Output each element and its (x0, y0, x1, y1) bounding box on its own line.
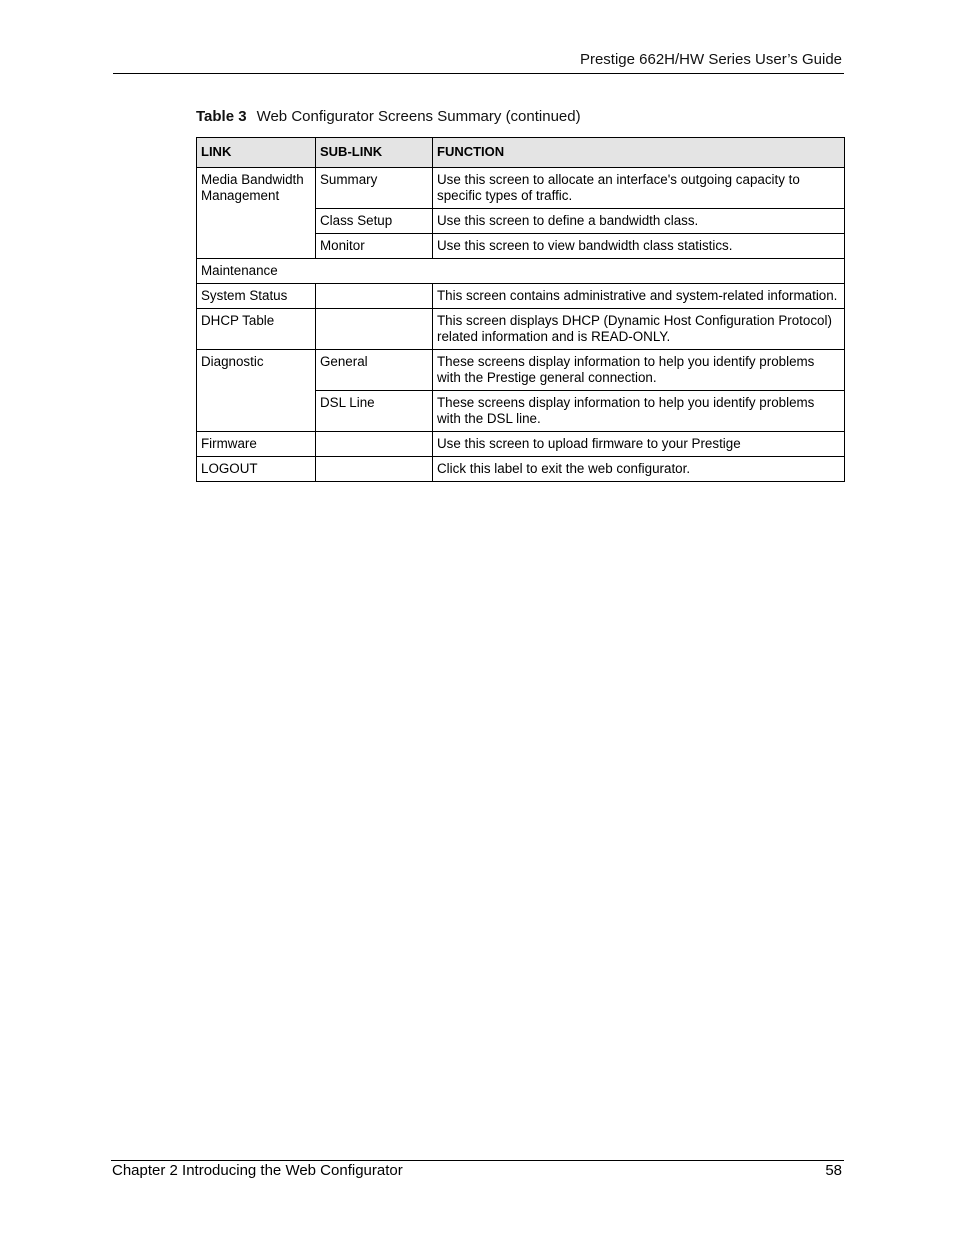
screens-summary-table (196, 137, 845, 482)
link-cell: LOGOUT (197, 457, 316, 482)
sub-link-cell (316, 457, 433, 482)
sub-link-cell (316, 432, 433, 457)
sub-link-cell (316, 284, 433, 309)
link-cell: Diagnostic (197, 350, 316, 432)
sub-link-cell (316, 309, 433, 350)
function-cell: Use this screen to allocate an interface's outgoing capacity to specific types of traffic. (433, 168, 845, 209)
footer-divider (111, 1160, 844, 1161)
link-cell: Firmware (197, 432, 316, 457)
header-divider (113, 73, 844, 74)
link-cell: System Status (197, 284, 316, 309)
table-caption-text: Web Configurator Screens Summary (continued) (256, 108, 581, 125)
sub-link-cell: Summary (316, 168, 433, 209)
function-cell: This screen contains administrative and system-related information. (433, 284, 845, 309)
sub-link-cell: Class Setup (316, 209, 433, 234)
function-cell: These screens display information to help you identify problems with the DSL line. (433, 391, 845, 432)
link-cell: DHCP Table (197, 309, 316, 350)
sub-link-cell: DSL Line (316, 391, 433, 432)
function-cell: These screens display information to help you identify problems with the Prestige general connection. (433, 350, 845, 391)
function-cell: Use this screen to define a bandwidth class. (433, 209, 845, 234)
table-row (197, 432, 845, 457)
link-cell: Media Bandwidth Management (197, 168, 316, 259)
section-cell-maintenance: Maintenance (197, 259, 845, 284)
function-cell: Use this screen to upload firmware to your Prestige (433, 432, 845, 457)
sub-link-cell: Monitor (316, 234, 433, 259)
column-header-sub-link: SUB-LINK (316, 138, 433, 168)
sub-link-cell: General (316, 350, 433, 391)
table-header-row (197, 138, 845, 168)
footer-chapter: Chapter 2 Introducing the Web Configurator (112, 1162, 403, 1179)
table-row (197, 284, 845, 309)
column-header-link: LINK (197, 138, 316, 168)
table-row (197, 309, 845, 350)
column-header-function: FUNCTION (433, 138, 845, 168)
running-header: Prestige 662H/HW Series User’s Guide (579, 51, 842, 68)
table-section-row (197, 259, 845, 284)
table-row (197, 350, 845, 391)
function-cell: Use this screen to view bandwidth class statistics. (433, 234, 845, 259)
function-cell: Click this label to exit the web configurator. (433, 457, 845, 482)
table-row (197, 168, 845, 209)
table-caption-label: Table 3 (196, 108, 247, 125)
page-number: 58 (825, 1162, 842, 1179)
table-caption (196, 108, 581, 125)
table-row (197, 457, 845, 482)
function-cell: This screen displays DHCP (Dynamic Host Configuration Protocol) related information and is READ-ONLY. (433, 309, 845, 350)
